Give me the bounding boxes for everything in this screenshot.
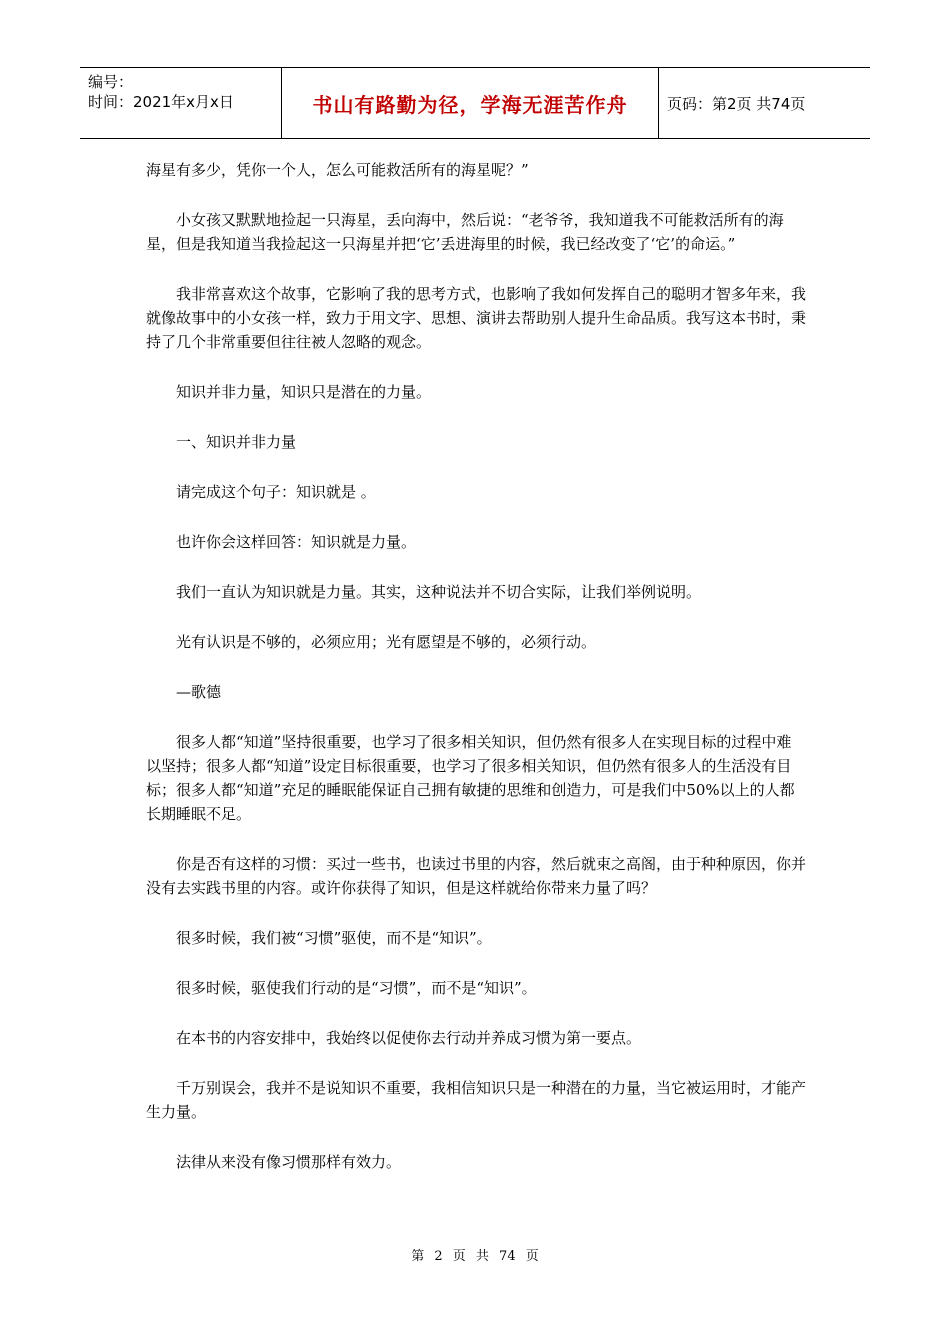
motto-text: 书山有路勤为径，学海无涯苦作舟: [312, 92, 628, 117]
header-motto-cell: [282, 68, 659, 138]
paragraph: 也许你会这样回答：知识就是力量。: [176, 533, 417, 551]
paragraph: 我们一直认为知识就是力量。其实，这种说法并不切合实际，让我们举例说明。: [176, 583, 702, 601]
document-body: [146, 158, 806, 1200]
paragraph: 很多时候，我们被“习惯”驱使，而不是“知识”。: [176, 929, 492, 947]
section-heading: 一、知识并非力量: [176, 433, 297, 451]
time-label: 时间：2021年x月x日: [88, 93, 234, 111]
page-footer: 第 2 页 共 74 页: [411, 1249, 539, 1264]
quote: 光有认识是不够的，必须应用；光有愿望是不够的，必须行动。: [176, 633, 597, 651]
paragraph: 你是否有这样的习惯：买过一些书，也读过书里的内容，然后就束之高阁，由于种种原因，你并没有去实践书里的内容。或许你获得了知识，但是这样就给你带来力量了吗？: [146, 855, 807, 897]
quote-attribution: —歌德: [176, 683, 222, 701]
header-meta: [80, 68, 282, 138]
number-label: 编号：: [88, 73, 134, 91]
paragraph: 千万别误会，我并不是说知识不重要，我相信知识只是一种潜在的力量，当它被运用时，才能产生力量。: [146, 1079, 807, 1121]
paragraph: 在本书的内容安排中，我始终以促使你去行动并养成习惯为第一要点。: [176, 1029, 642, 1047]
paragraph: 法律从来没有像习惯那样有效力。: [176, 1153, 402, 1171]
paragraph: 知识并非力量，知识只是潜在的力量。: [176, 383, 432, 401]
page-label: 页码：第2页 共74页: [667, 94, 806, 113]
page-header: [80, 67, 870, 139]
paragraph: 请完成这个句子：知识就是 。: [176, 483, 376, 501]
paragraph: 很多时候，驱使我们行动的是“习惯”，而不是“知识”。: [176, 979, 537, 997]
paragraph: 我非常喜欢这个故事，它影响了我的思考方式，也影响了我如何发挥自己的聪明才智多年来，我就像故事中的小女孩一样，致力于用文字、思想、演讲去帮助别人提升生命品质。我写这本书时，秉持了几个非常重要但往往被人忽略的观念。: [146, 285, 807, 351]
paragraph: 小女孩又默默地捡起一只海星，丢向海中，然后说：“老爷爷，我知道我不可能救活所有的海星，但是我知道当我捡起这一只海星并把‘它’丢进海里的时候，我已经改变了‘它’的命运。”: [146, 211, 784, 253]
paragraph: 海星有多少，凭你一个人，怎么可能救活所有的海星呢？”: [146, 161, 529, 179]
header-page-cell: [659, 68, 870, 138]
paragraph: 很多人都“知道”坚持很重要，也学习了很多相关知识，但仍然有很多人在实现目标的过程中难以坚持；很多人都“知道”设定目标很重要，也学习了很多相关知识，但仍然有很多人的生活没有目标；很多人都“知道”充足的睡眠能保证自己拥有敏捷的思维和创造力，可是我们中50%以上的人都长期睡眠不足。: [146, 733, 795, 823]
